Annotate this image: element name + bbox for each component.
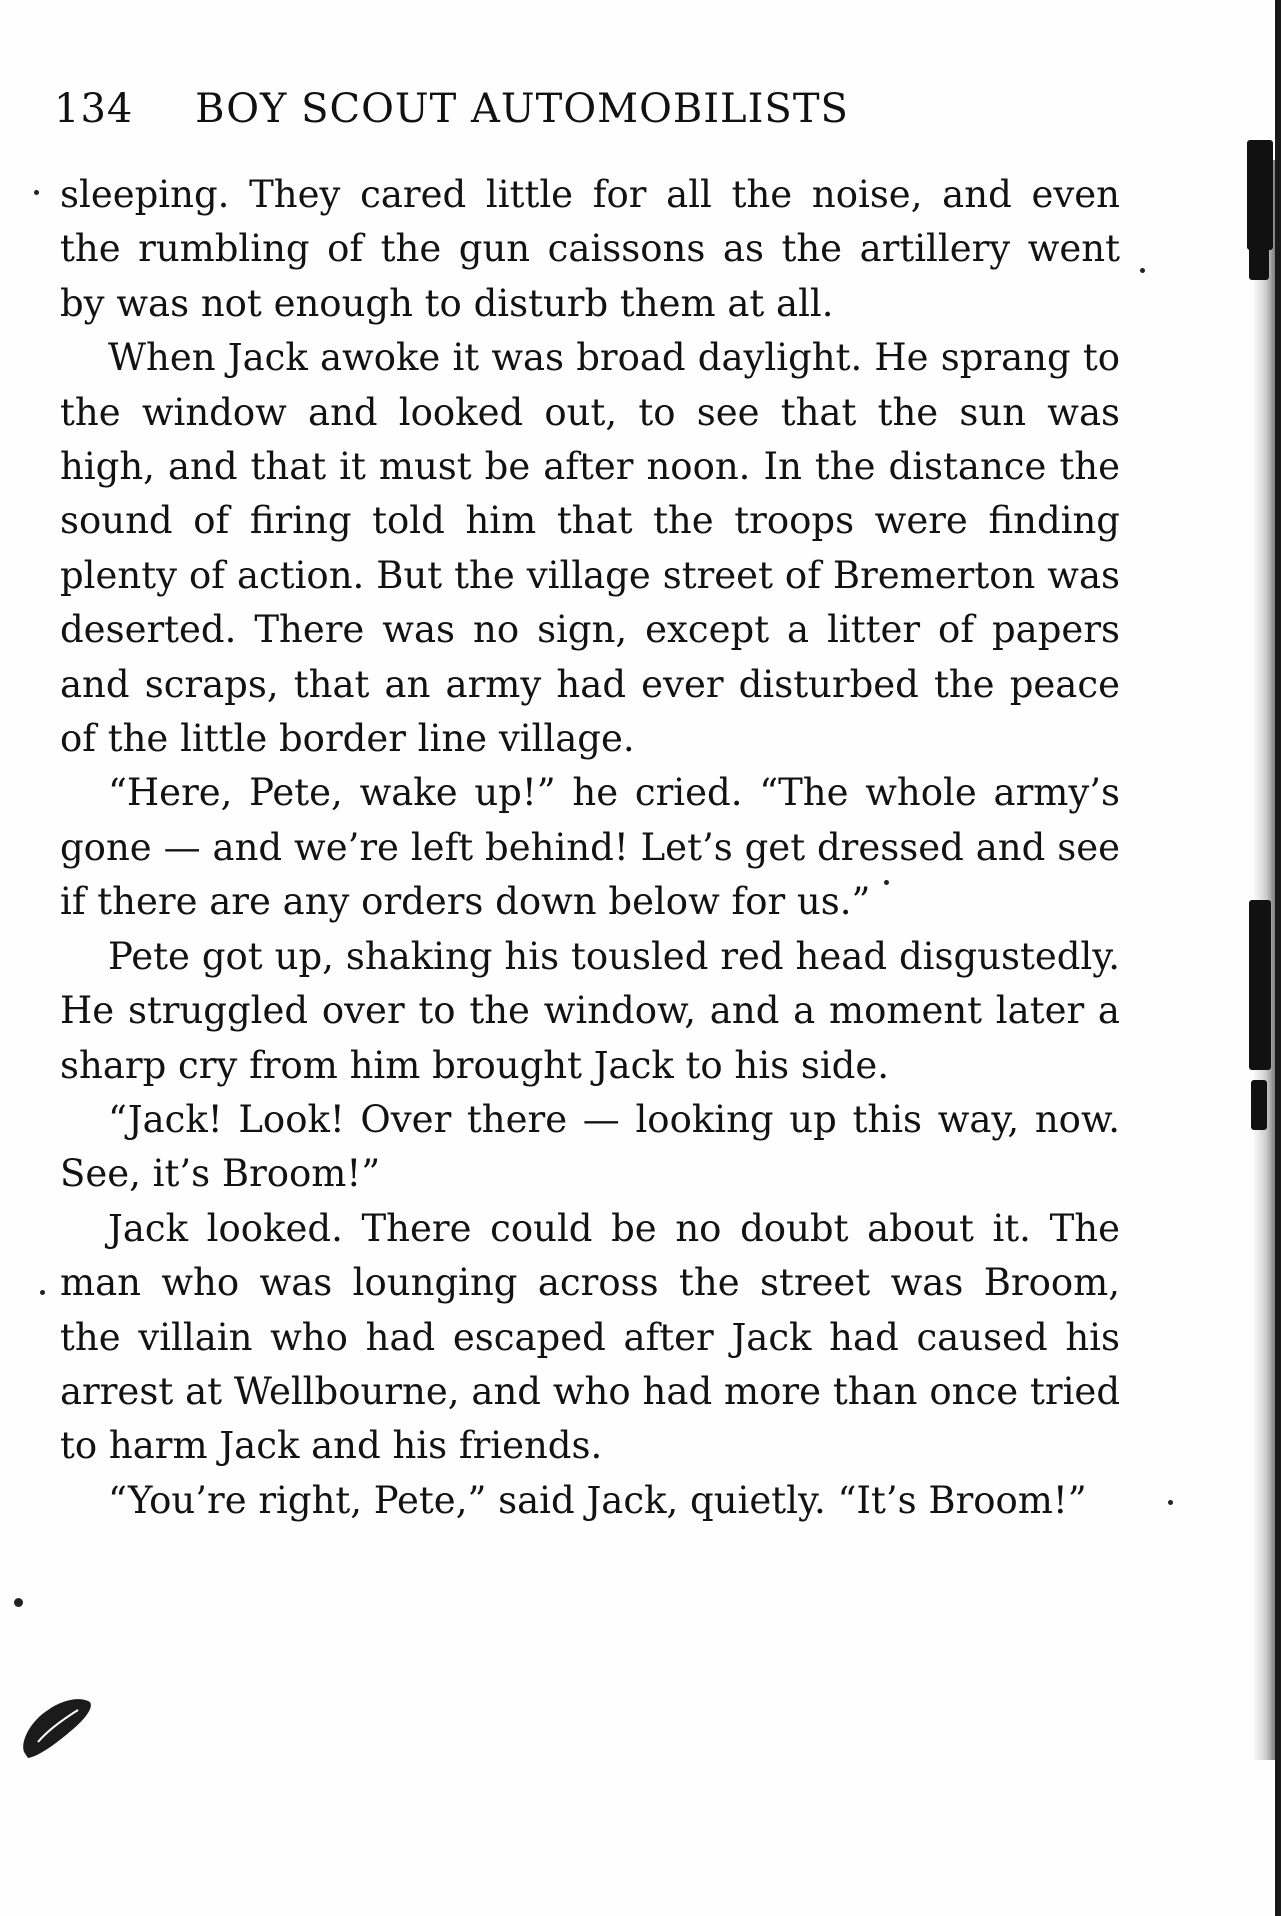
scan-speck [1140,268,1145,273]
running-head: BOY SCOUT AUTOMOBILISTS [195,86,849,132]
scan-speck [34,190,39,195]
scan-blot [1249,220,1269,280]
scan-blot [1251,1080,1267,1130]
paragraph: “You’re right, Pete,” said Jack, quietly. “It’s Broom!” [108,1478,1087,1522]
body-text [60,168,1120,1528]
paragraph: sleeping. They cared little for all the noise, and even the rumbling of the gun caissons as the artillery went by was not enough to disturb them at all. [60,173,1120,325]
page-number: 134 [54,86,134,132]
paragraph: “Jack! Look! Over there — looking up this way, now. See, it’s Broom!” [60,1097,1120,1196]
paragraph: Jack looked. There could be no doubt about it. The man who was lounging across the street was Broom, the villain who had escaped after Jack had caused his arrest at Wellbourne, and who had more than once tried to harm Jack and his friends. [60,1206,1120,1468]
paragraph: “Here, Pete, wake up!” he cried. “The whole army’s gone — and we’re left behind! Let’s get dressed and see if there are any orders down below for us.” [60,771,1120,924]
binding-edge [1275,0,1281,1916]
paragraph: Pete got up, shaking his tousled red head disgustedly. He struggled over to the window, and a moment later a sharp cry from him brought Jack to his side. [60,934,1120,1087]
paragraph: When Jack awoke it was broad daylight. He sprang to the window and looked out, to see that the sun was high, and that it must be after noon. In the distance the sound of firing told him that the troops were finding plenty of action. But the village street of Bremerton was deserted. There was no sign, except a litter of papers and scraps, that an army had ever disturbed the peace of the little border line village. [60,336,1120,761]
ink-stain-icon [18,1690,96,1760]
scan-speck [884,880,889,885]
scan-speck [40,1290,45,1295]
scan-blot [1249,900,1271,1070]
scan-speck [1168,1500,1173,1505]
page-header [54,86,1154,146]
scan-speck [14,1598,23,1607]
